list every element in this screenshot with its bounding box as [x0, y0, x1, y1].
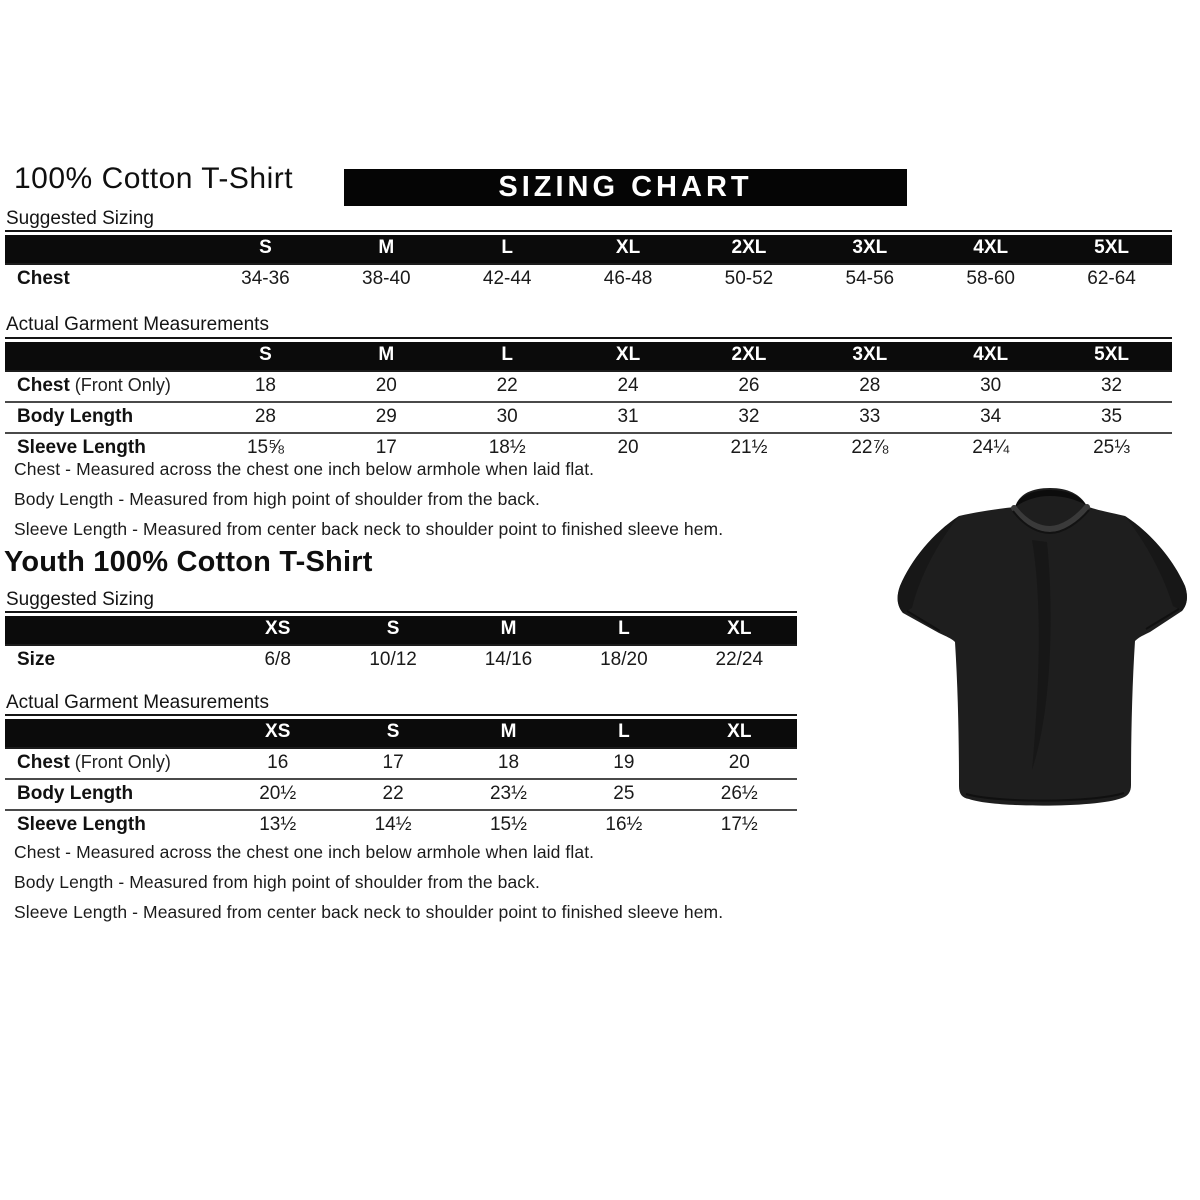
size-header-2xl: 2XL: [689, 235, 810, 264]
size-header-l: L: [447, 235, 568, 264]
sizing-chart-banner-text: SIZING CHART: [498, 171, 753, 203]
youth-suggested-sizing-label: Suggested Sizing: [6, 589, 154, 610]
table-top-rule: [5, 714, 797, 716]
size-header-m: M: [451, 616, 566, 645]
header-corner-cell: [5, 719, 220, 748]
cell-sleeve-length-xs: 13½: [220, 810, 335, 840]
cell-sleeve-length-xl: 20: [568, 433, 689, 463]
page-title: 100% Cotton T-Shirt: [14, 162, 294, 195]
row-label-text: Chest: [17, 375, 70, 396]
cell-sleeve-length-l: 16½: [566, 810, 681, 840]
size-header-xl: XL: [568, 342, 689, 371]
size-header-m: M: [326, 235, 447, 264]
cell-body-length-s: 28: [205, 402, 326, 433]
cell-sleeve-length-m: 17: [326, 433, 447, 463]
size-header-s: S: [205, 342, 326, 371]
measurement-row-chest: [5, 264, 1172, 294]
size-header-s: S: [205, 235, 326, 264]
size-header-xl: XL: [682, 719, 797, 748]
row-label-chest: [5, 371, 205, 402]
size-header-row: [5, 235, 1172, 264]
row-label-chest: [5, 748, 220, 779]
cell-chest-3xl: 28: [809, 371, 930, 402]
table-top-rule: [5, 230, 1172, 232]
cell-chest-s: 34-36: [205, 264, 326, 294]
youth-actual-measurements-table: [5, 714, 797, 840]
row-label-text: Sleeve Length: [17, 814, 146, 835]
cell-sleeve-length-4xl: 24¼: [930, 433, 1051, 463]
youth-suggested-sizing-table-grid: [5, 616, 797, 675]
cell-body-length-xl: 31: [568, 402, 689, 433]
size-header-xl: XL: [682, 616, 797, 645]
cell-sleeve-length-s: 15⅝: [205, 433, 326, 463]
row-label-text: Body Length: [17, 406, 134, 427]
cell-sleeve-length-s: 14½: [335, 810, 450, 840]
row-label-size: [5, 645, 220, 675]
adult-measurement-notes: [14, 459, 723, 549]
cell-sleeve-length-m: 15½: [451, 810, 566, 840]
row-label-suffix: (Front Only): [69, 752, 171, 772]
adult-chest-note: Chest - Measured across the chest one inch below armhole when laid flat.: [14, 459, 595, 479]
cell-body-length-l: 25: [566, 779, 681, 810]
cell-chest-xl: 46-48: [568, 264, 689, 294]
cell-body-length-2xl: 32: [689, 402, 810, 433]
header-corner-cell: [5, 235, 205, 264]
adult-body-length-note: Body Length - Measured from high point of shoulder from the back.: [14, 489, 540, 509]
cell-size-s: 10/12: [335, 645, 450, 675]
size-header-s: S: [335, 719, 450, 748]
cell-chest-s: 18: [205, 371, 326, 402]
cell-chest-4xl: 30: [930, 371, 1051, 402]
row-label-text: Chest: [17, 752, 70, 773]
measurement-row-sleeve-length: [5, 810, 797, 840]
adult-actual-measurements-table-grid: [5, 342, 1172, 463]
cell-chest-m: 20: [326, 371, 447, 402]
row-label-text: Chest: [17, 268, 70, 289]
cell-size-l: 18/20: [566, 645, 681, 675]
cell-chest-2xl: 26: [689, 371, 810, 402]
youth-chest-note: Chest - Measured across the chest one inch below armhole when laid flat.: [14, 842, 595, 862]
youth-actual-measurements-table-grid: [5, 719, 797, 840]
cell-body-length-4xl: 34: [930, 402, 1051, 433]
size-header-l: L: [566, 719, 681, 748]
row-label-sleeve-length: [5, 810, 220, 840]
cell-body-length-3xl: 33: [809, 402, 930, 433]
header-corner-cell: [5, 342, 205, 371]
size-header-5xl: 5XL: [1051, 235, 1172, 264]
measurement-row-size: [5, 645, 797, 675]
cell-chest-xs: 16: [220, 748, 335, 779]
cell-chest-l: 42-44: [447, 264, 568, 294]
cell-body-length-5xl: 35: [1051, 402, 1172, 433]
cell-size-m: 14/16: [451, 645, 566, 675]
cell-chest-m: 38-40: [326, 264, 447, 294]
adult-suggested-sizing-table-grid: [5, 235, 1172, 294]
size-header-xs: XS: [220, 616, 335, 645]
measurement-row-chest: [5, 371, 1172, 402]
cell-sleeve-length-3xl: 22⅞: [809, 433, 930, 463]
row-label-suffix: (Front Only): [69, 375, 171, 395]
cell-chest-xl: 20: [682, 748, 797, 779]
size-header-row: [5, 342, 1172, 371]
youth-section-title: Youth 100% Cotton T-Shirt: [4, 546, 373, 578]
size-header-l: L: [447, 342, 568, 371]
row-label-body-length: [5, 402, 205, 433]
cell-chest-3xl: 54-56: [809, 264, 930, 294]
adult-suggested-sizing-label: Suggested Sizing: [6, 208, 154, 229]
measurement-row-chest: [5, 748, 797, 779]
cell-body-length-l: 30: [447, 402, 568, 433]
youth-body-length-note: Body Length - Measured from high point of shoulder from the back.: [14, 872, 540, 892]
youth-actual-measurements-label: Actual Garment Measurements: [6, 692, 269, 713]
youth-measurement-notes: [14, 842, 723, 932]
size-header-xs: XS: [220, 719, 335, 748]
size-header-m: M: [451, 719, 566, 748]
cell-body-length-m: 29: [326, 402, 447, 433]
measurement-row-body-length: [5, 402, 1172, 433]
cell-chest-l: 22: [447, 371, 568, 402]
adult-suggested-sizing-table: [5, 230, 1172, 294]
size-header-row: [5, 719, 797, 748]
row-label-text: Sleeve Length: [17, 437, 146, 458]
cell-chest-s: 17: [335, 748, 450, 779]
cell-sleeve-length-2xl: 21½: [689, 433, 810, 463]
cell-size-xl: 22/24: [682, 645, 797, 675]
row-label-body-length: [5, 779, 220, 810]
cell-body-length-s: 22: [335, 779, 450, 810]
black-tshirt-photo: [882, 470, 1198, 810]
cell-chest-4xl: 58-60: [930, 264, 1051, 294]
table-top-rule: [5, 337, 1172, 339]
adult-actual-measurements-label: Actual Garment Measurements: [6, 314, 269, 335]
cell-chest-xl: 24: [568, 371, 689, 402]
header-corner-cell: [5, 616, 220, 645]
cell-body-length-m: 23½: [451, 779, 566, 810]
cell-chest-l: 19: [566, 748, 681, 779]
size-header-row: [5, 616, 797, 645]
size-header-m: M: [326, 342, 447, 371]
cell-sleeve-length-xl: 17½: [682, 810, 797, 840]
cell-body-length-xl: 26½: [682, 779, 797, 810]
measurement-row-body-length: [5, 779, 797, 810]
table-top-rule: [5, 611, 797, 613]
size-header-xl: XL: [568, 235, 689, 264]
cell-sleeve-length-5xl: 25⅓: [1051, 433, 1172, 463]
size-header-3xl: 3XL: [809, 342, 930, 371]
row-label-text: Size: [17, 649, 56, 670]
size-header-2xl: 2XL: [689, 342, 810, 371]
row-label-chest: [5, 264, 205, 294]
cell-chest-m: 18: [451, 748, 566, 779]
cell-size-xs: 6/8: [220, 645, 335, 675]
row-label-text: Body Length: [17, 783, 134, 804]
size-header-3xl: 3XL: [809, 235, 930, 264]
size-header-5xl: 5XL: [1051, 342, 1172, 371]
youth-suggested-sizing-table: [5, 611, 797, 675]
size-header-l: L: [566, 616, 681, 645]
adult-sleeve-length-note: Sleeve Length - Measured from center back neck to shoulder point to finished sleeve hem.: [14, 519, 724, 539]
cell-chest-5xl: 32: [1051, 371, 1172, 402]
size-header-s: S: [335, 616, 450, 645]
sizing-chart-banner: [344, 169, 907, 206]
youth-sleeve-length-note: Sleeve Length - Measured from center back neck to shoulder point to finished sleeve hem.: [14, 902, 724, 922]
cell-sleeve-length-l: 18½: [447, 433, 568, 463]
cell-chest-2xl: 50-52: [689, 264, 810, 294]
size-header-4xl: 4XL: [930, 342, 1051, 371]
adult-actual-measurements-table: [5, 337, 1172, 463]
cell-body-length-xs: 20½: [220, 779, 335, 810]
size-header-4xl: 4XL: [930, 235, 1051, 264]
cell-chest-5xl: 62-64: [1051, 264, 1172, 294]
